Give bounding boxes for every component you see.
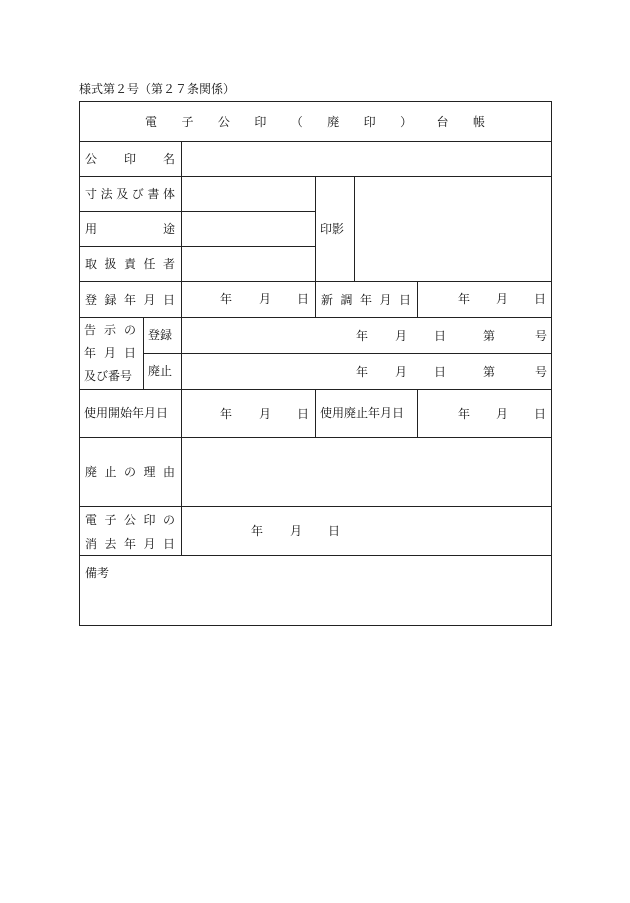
usage-field[interactable] [182,212,315,246]
erasure-date-label: 電 子 公 印 の 消 去 年 月 日 [85,513,175,551]
handler-label: 取 扱 責 任 者 [85,257,175,271]
use-start-label: 使用開始年月日 [84,406,169,420]
seal-name-field[interactable] [182,142,551,176]
form-caption: 様式第２号（第２７条関係） [79,82,236,96]
erasure-date-field[interactable]: 年 月 日 [251,524,341,538]
remarks-field[interactable] [80,556,551,625]
notice-abolition-field[interactable]: 年 月 日 第 号 [356,365,548,379]
usage-label: 用 途 [85,222,175,236]
new-issue-date-label: 新 調 年 月 日 [321,292,411,307]
impression-label: 印影 [320,221,345,236]
form-title: 電 子 公 印 （ 廃 印 ） 台 帳 [145,114,485,129]
size-font-label: 寸 法 及 び 書 体 [85,187,175,201]
use-end-field[interactable]: 年 月 日 [458,407,547,421]
abolition-reason-field[interactable] [182,438,551,506]
use-end-label: 使用廃止年月日 [320,406,405,420]
size-font-field[interactable] [182,177,315,211]
abolition-reason-label: 廃 止 の 理 由 [85,464,175,479]
notice-label: 告 示 の 年 月 日 及び番号 [84,323,136,383]
notice-registration-label: 登録 [148,328,173,342]
notice-abolition-label: 廃止 [148,364,173,378]
impression-field[interactable] [355,177,551,281]
seal-name-label: 公 印 名 [85,152,175,166]
use-start-field[interactable]: 年 月 日 [220,407,310,421]
handler-field[interactable] [182,247,315,281]
remarks-label: 備考 [85,566,110,580]
registration-date-label: 登 録 年 月 日 [85,292,175,307]
notice-registration-field[interactable]: 年 月 日 第 号 [356,329,548,343]
new-issue-date-field[interactable]: 年 月 日 [458,292,547,306]
registration-date-field[interactable]: 年 月 日 [220,292,310,306]
